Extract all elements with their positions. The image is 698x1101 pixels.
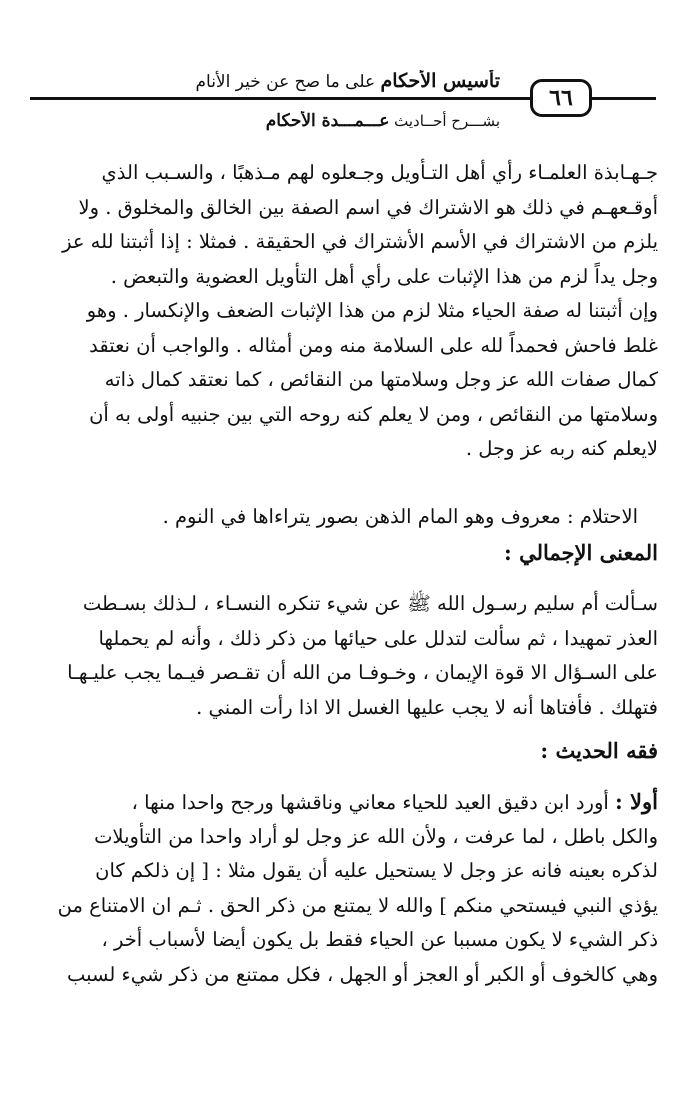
header-rule-left	[30, 97, 530, 100]
point-first-label: أولا :	[614, 789, 658, 814]
definition-line	[40, 500, 638, 535]
text-line: ذكر الشيء لا يكون مسببا عن الحياء فقط بل يكون أيضا لأسباب أخر ،	[101, 928, 658, 951]
text-line-rest: أورد ابن دقيق العيد للحياء معاني وناقشها ورجح واحدا منها ،	[131, 791, 609, 814]
text-line: سـألت أم سليم رسـول الله ﷺ عن شيء تنكره النسـاء ، لـذلك بسـطت	[82, 592, 658, 615]
heading-fiqh-hadith: فقه الحديث :	[540, 738, 658, 763]
page-number: ٦٦	[530, 79, 592, 117]
definition-text: الاحتلام : معروف وهو المام الذهن بصور يتراءاها في النوم .	[162, 505, 638, 528]
text-line: على السـؤال الا قوة الإيمان ، وخـوفـا من الله أن تقـصر فيـما يجب عليـهـا	[67, 661, 658, 684]
paragraph-general-meaning	[40, 587, 658, 725]
text-line: وسلامتها من النقائص ، ومن لا يعلم كنه روحه التي بين جنبيه أولى به أن	[89, 402, 658, 426]
text-line: يؤذي النبي فيستحي منكم ] والله لا يمتنع من ذكر الحق . ثـم ان الامتناع من	[57, 893, 658, 917]
text-line: فتهلك . فأفتاها أنه لا يجب عليها الغسل الا اذا رأت المني .	[196, 695, 658, 719]
text-line: والكل باطل ، لما عرفت ، ولأن الله عز وجل لو أراد واحدا من التأويلات	[94, 824, 658, 848]
text-line: أوقـعهـم في ذلك هو الاشتراك في اسم الصفة بين الخالق والمخلوق . ولا	[78, 195, 658, 219]
text-line: لايعلم كنه ربه عز وجل .	[465, 437, 658, 460]
book-title-rest: على ما صح عن خير الأنام	[195, 72, 376, 92]
running-header-title	[30, 70, 500, 92]
header-rule-right	[592, 97, 656, 100]
paragraph-fiqh	[40, 785, 658, 992]
text-line: جـهـابذة العلمـاء رأي أهل التـأويل وجـعلوه لهم مـذهبًا ، والسـبب الذي	[101, 161, 658, 184]
text-line-first	[40, 785, 658, 820]
text-line: يلزم من الاشتراك في الأسم الأشتراك في الحقيقة . فمثلا : إذا أثبتنا لله عز	[62, 230, 658, 253]
book-title: تأسيس الأحكام	[380, 70, 500, 92]
paragraph-continuation	[40, 156, 658, 467]
text-line: وهي كالخوف أو الكبر أو العجز أو الجهل ، فكل ممتنع من ذكر شيء لسبب	[66, 962, 658, 986]
running-header-subtitle	[30, 111, 500, 131]
text-line: لذكره بعينه فانه عز وجل لا يستحيل عليه أن يقول مثلا : [ إن ذلكم كان	[95, 859, 658, 882]
text-line: كمال صفات الله عز وجل وسلامتها من النقائص ، كما نعتقد كمال ذاته	[104, 368, 658, 391]
subtitle-prefix: بشـــرح أحــاديث	[394, 112, 500, 130]
text-line: العذر تمهيدا ، ثم سألت لتدلل على حيائها من ذكر ذلك ، وأنه لم يحملها	[98, 626, 658, 650]
subtitle-main: عـــمـــدة الأحكام	[265, 111, 390, 131]
text-line: وإن أثبتنا له صفة الحياء مثلا لزم من هذا الإثبات الضعف والإنكسار . وهو	[86, 299, 658, 322]
text-line: غلط فاحش فحمداً لله على السلامة منه ومن أمثاله . والواجب أن نعتقد	[89, 333, 658, 357]
text-line: وجل يداً لزم من هذا الإثبات على رأي أهل التأويل العضوية والتبعض .	[110, 264, 658, 288]
heading-general-meaning: المعنى الإجمالي :	[504, 540, 658, 565]
